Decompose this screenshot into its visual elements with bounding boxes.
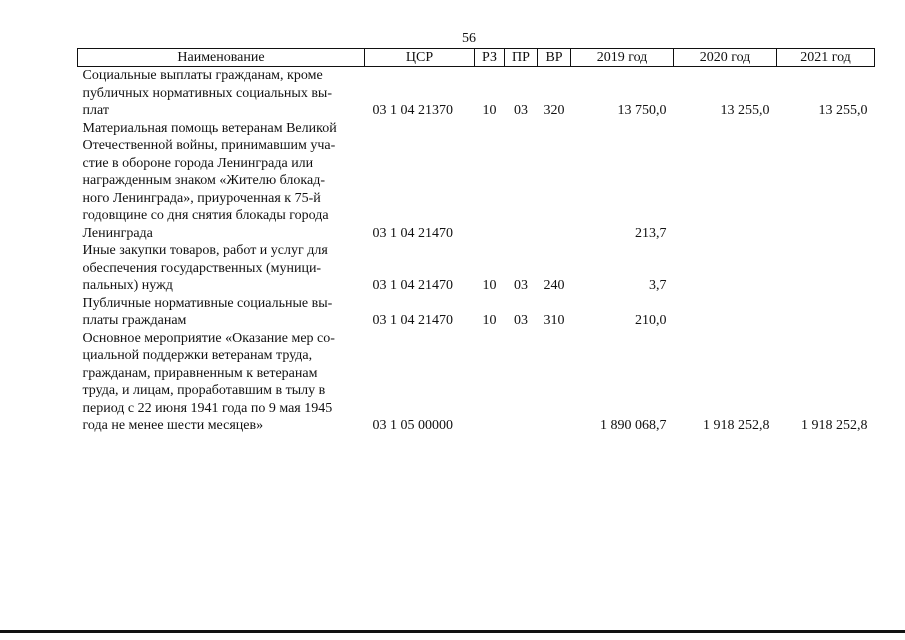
column-header-2019: 2019 год bbox=[571, 49, 674, 67]
table-header-row bbox=[78, 49, 875, 67]
row-name: Иные закупки товаров, работ и услуг для обеспечения государственных (муници- пальных) нужд bbox=[82, 243, 328, 293]
row-csr: 03 1 04 21470 bbox=[372, 225, 453, 241]
row-2019: 1 890 068,7 bbox=[600, 418, 667, 433]
row-2019: 13 750,0 bbox=[617, 103, 667, 118]
row-pr: 03 bbox=[514, 103, 528, 118]
row-name: Материальная помощь ветеранам Великой Отечественной войны, принимавшим уча- стие в обороне города Ленинграда или награжденным знаком «Жителю блокад- ного Ленинграда», приуроченная к 75-й годовщине со дня снятия блокады города Ленинграда bbox=[82, 120, 337, 241]
column-header-rz: РЗ bbox=[475, 49, 505, 67]
row-2021 bbox=[777, 120, 875, 243]
row-2020 bbox=[674, 295, 777, 330]
table-row bbox=[78, 295, 875, 330]
row-csr: 03 1 05 00000 bbox=[372, 418, 453, 433]
row-vr: 240 bbox=[543, 278, 565, 293]
row-2021 bbox=[777, 295, 875, 330]
column-header-2020: 2020 год bbox=[674, 49, 777, 67]
column-header-name: Наименование bbox=[78, 49, 365, 67]
row-2019: 3,7 bbox=[649, 278, 667, 293]
row-2021: 1 918 252,8 bbox=[801, 418, 868, 433]
table-row bbox=[78, 330, 875, 435]
column-header-pr: ПР bbox=[505, 49, 538, 67]
page-number: 56 bbox=[462, 31, 476, 46]
row-vr: 310 bbox=[543, 313, 565, 328]
row-pr: 03 bbox=[514, 278, 528, 293]
row-rz: 10 bbox=[482, 313, 497, 328]
table-row bbox=[78, 120, 875, 243]
budget-table bbox=[77, 48, 875, 435]
row-name: Социальные выплаты гражданам, кроме публичных нормативных социальных вы- плат bbox=[82, 68, 332, 118]
column-header-2021: 2021 год bbox=[777, 49, 875, 67]
row-pr bbox=[505, 330, 538, 435]
column-header-csr: ЦСР bbox=[365, 49, 475, 67]
row-pr: 03 bbox=[514, 313, 528, 328]
row-vr bbox=[538, 330, 571, 435]
row-vr bbox=[538, 120, 571, 243]
row-rz bbox=[475, 330, 505, 435]
row-vr: 320 bbox=[543, 103, 565, 118]
row-csr: 03 1 04 21470 bbox=[372, 278, 453, 293]
row-rz bbox=[475, 120, 505, 243]
row-2020: 1 918 252,8 bbox=[703, 418, 770, 433]
column-header-vr: ВР bbox=[538, 49, 571, 67]
row-csr: 03 1 04 21370 bbox=[372, 103, 453, 118]
row-2020: 13 255,0 bbox=[720, 103, 770, 118]
row-2021 bbox=[777, 242, 875, 295]
table-row bbox=[78, 242, 875, 295]
row-name: Публичные нормативные социальные вы- платы гражданам bbox=[82, 295, 333, 328]
row-2020 bbox=[674, 120, 777, 243]
row-pr bbox=[505, 120, 538, 243]
row-2019: 210,0 bbox=[635, 313, 667, 328]
table-row bbox=[78, 67, 875, 120]
row-name: Основное мероприятие «Оказание мер со- циальной поддержки ветеранам труда, гражданам, приравненным к ветеранам труда, и лицам, проработавшим в тылу в период с 22 июня 1941 года по 9 мая 1945 года не менее шести месяцев» bbox=[82, 330, 335, 433]
row-csr: 03 1 04 21470 bbox=[372, 313, 453, 328]
row-2019: 213,7 bbox=[635, 225, 667, 241]
row-2020 bbox=[674, 242, 777, 295]
row-rz: 10 bbox=[482, 103, 497, 118]
row-rz: 10 bbox=[482, 278, 497, 293]
page-bottom-rule bbox=[0, 630, 905, 633]
row-2021: 13 255,0 bbox=[818, 103, 868, 118]
